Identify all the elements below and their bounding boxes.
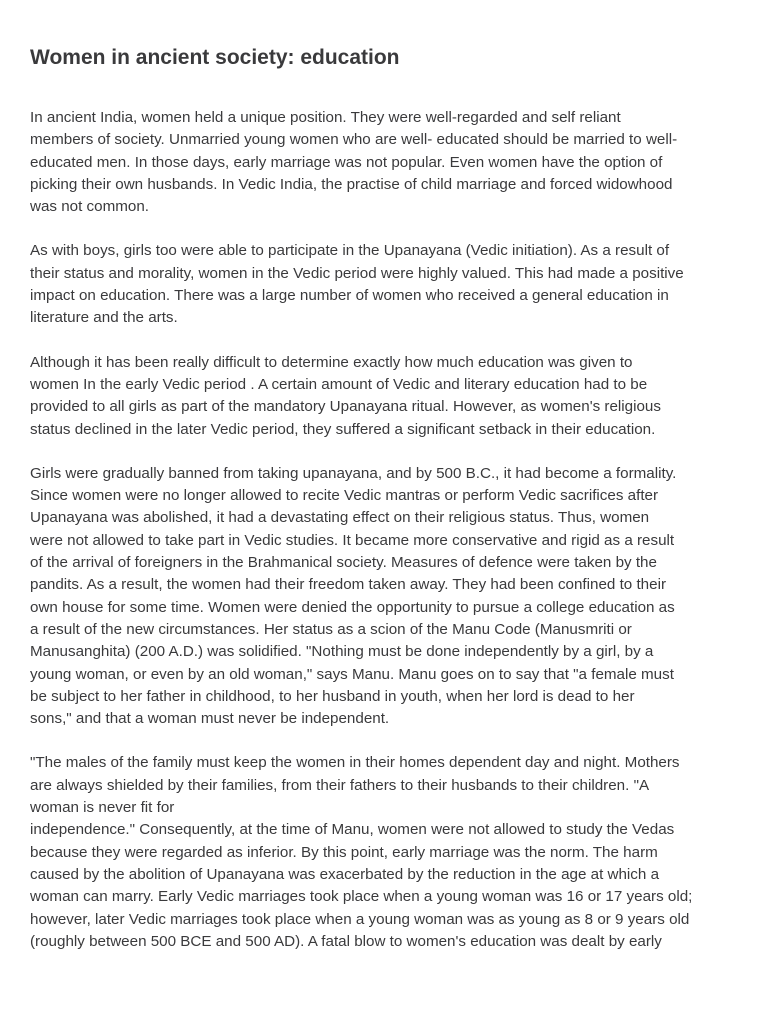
text-line: status declined in the later Vedic period, they suffered a significant setback in their education. (30, 420, 656, 438)
text-line: Upanayana was abolished, it had a devastating effect on their religious status. Thus, women (30, 509, 650, 527)
text-line: woman can marry. Early Vedic marriages took place when a young woman was 16 or 17 years old; (30, 888, 693, 906)
paragraph-4 (30, 463, 742, 731)
page-title: Women in ancient society: education (30, 46, 400, 69)
text-line: pandits. As a result, the women had their freedom taken away. They had been confined to their (30, 576, 667, 594)
text-line: because they were regarded as inferior. By this point, early marriage was the norm. The harm (30, 843, 658, 861)
text-line: members of society. Unmarried young women who are well- educated should be married to well- (30, 131, 678, 149)
text-line: a result of the new circumstances. Her status as a scion of the Manu Code (Manusmriti or (30, 620, 632, 638)
text-line: Manusanghita) (200 A.D.) was solidified. "Nothing must be done independently by a girl, by a (30, 643, 654, 661)
text-line: Since women were no longer allowed to recite Vedic mantras or perform Vedic sacrifices after (30, 487, 659, 505)
text-line: In ancient India, women held a unique position. They were well-regarded and self reliant (30, 109, 621, 126)
text-line: was not common. (30, 198, 150, 216)
paragraph-3 (30, 352, 742, 441)
text-line: caused by the abolition of Upanayana was exacerbated by the reduction in the age at which a (30, 865, 660, 883)
text-line: As with boys, girls too were able to participate in the Upanayana (Vedic initiation). As a result of (30, 242, 670, 260)
text-line: young woman, or even by an old woman," says Manu. Manu goes on to say that "a female must (30, 665, 674, 683)
text-line: educated men. In those days, early marriage was not popular. Even women have the option of (30, 153, 663, 171)
text-line: however, later Vedic marriages took place when a young woman was as young as 8 or 9 years old (30, 910, 690, 928)
text-line: independence." Consequently, at the time of Manu, women were not allowed to study the Vedas (30, 821, 675, 839)
paragraph-5 (30, 752, 742, 953)
text-line: Although it has been really difficult to determine exactly how much education was given to (30, 353, 633, 371)
text-line: own house for some time. Women were denied the opportunity to pursue a college education as (30, 598, 675, 616)
text-line: Girls were gradually banned from taking upanayana, and by 500 B.C., it had become a formality. (30, 464, 677, 482)
text-line: of the arrival of foreigners in the Brahmanical society. Measures of defence were taken by the (30, 554, 657, 572)
text-line: were not allowed to take part in Vedic studies. It became more conservative and rigid as a result (30, 531, 675, 549)
text-line: picking their own husbands. In Vedic India, the practise of child marriage and forced widowhood (30, 175, 673, 193)
text-line: (roughly between 500 BCE and 500 AD). A fatal blow to women's education was dealt by early (30, 932, 662, 950)
article-body (30, 107, 742, 975)
text-line: "The males of the family must keep the women in their homes dependent day and night. Mothers (30, 754, 680, 772)
paragraph-1 (30, 107, 742, 218)
text-line: women In the early Vedic period . A certain amount of Vedic and literary education had to be (30, 375, 648, 393)
text-line: their status and morality, women in the Vedic period were highly valued. This had made a positive (30, 264, 684, 282)
text-line: sons," and that a woman must never be independent. (30, 710, 390, 728)
text-line: provided to all girls as part of the mandatory Upanayana ritual. However, as women's religious (30, 398, 661, 416)
text-line: literature and the arts. (30, 309, 178, 327)
text-line: be subject to her father in childhood, to her husband in youth, when her lord is dead to her (30, 687, 635, 705)
paragraph-2 (30, 240, 742, 329)
text-line: woman is never fit for (30, 799, 175, 817)
text-line: impact on education. There was a large number of women who received a general education in (30, 287, 669, 305)
text-line: are always shielded by their families, from their fathers to their husbands to their children. "A (30, 776, 650, 794)
